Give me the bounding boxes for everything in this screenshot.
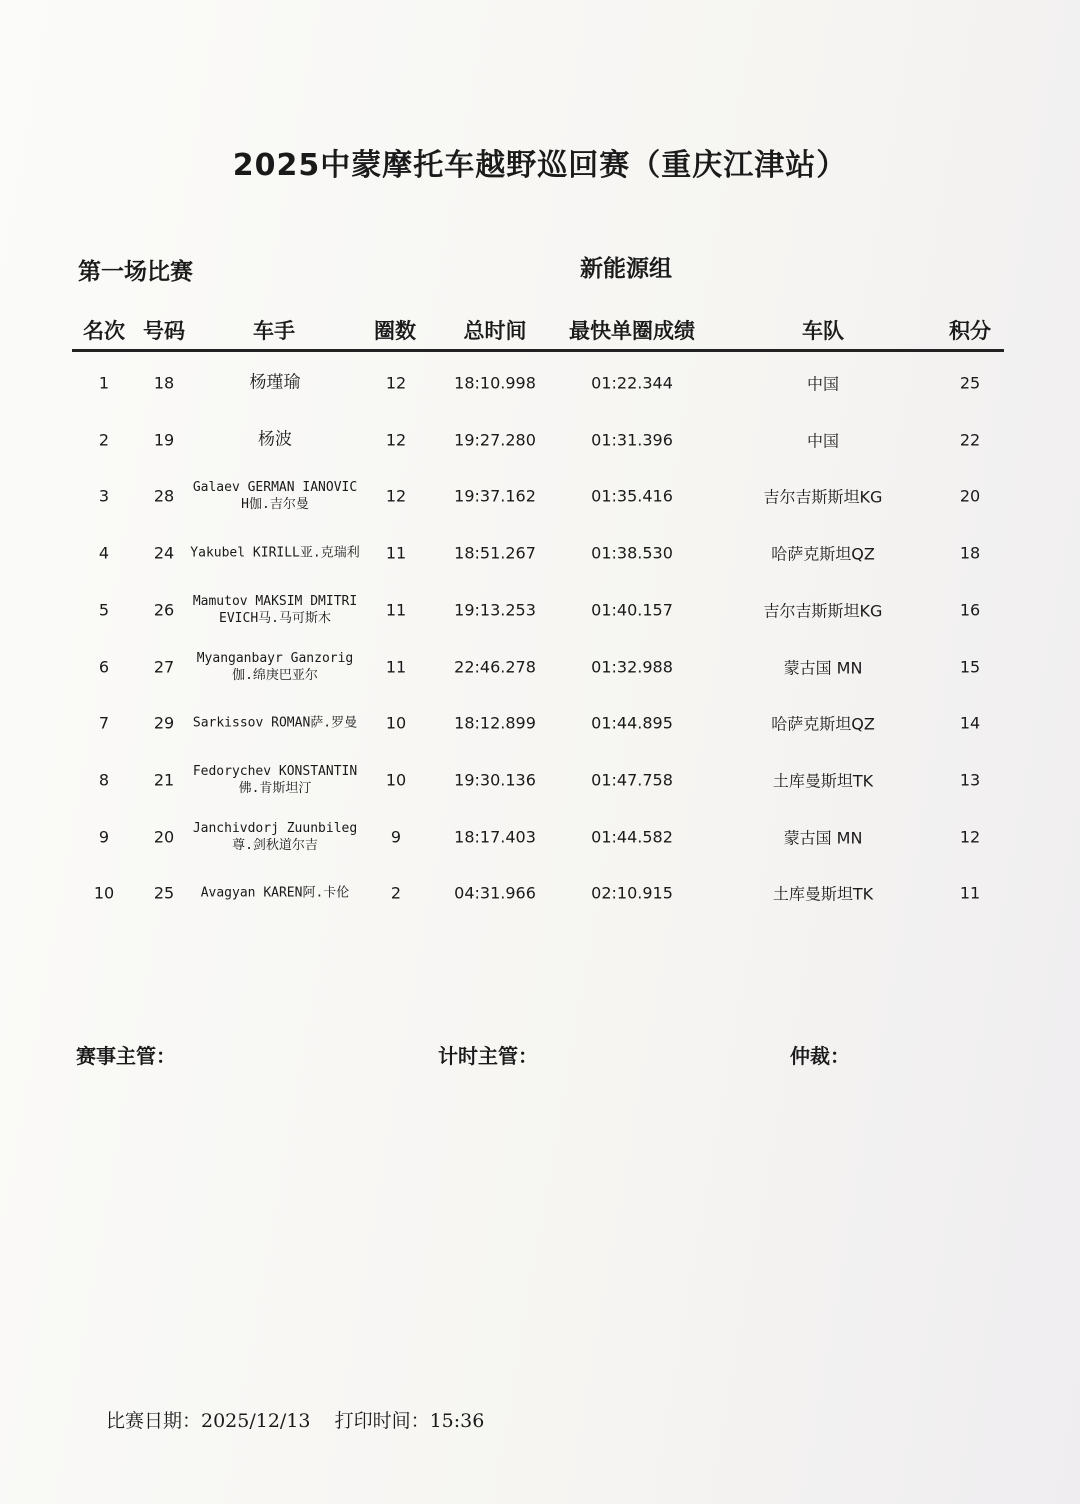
header-divider <box>72 349 1004 352</box>
referee-label: 仲裁： <box>790 1044 850 1068</box>
cell-rider: Avagyan KAREN阿.卡伦 <box>200 885 350 901</box>
cell-rider: Myanganbayr Ganzorig 伽.绵庚巴亚尔 <box>196 650 354 683</box>
cell-number: 20 <box>153 827 175 847</box>
cell-laps: 11 <box>385 543 407 563</box>
cell-points: 16 <box>959 600 981 620</box>
cell-best-lap: 02:10.915 <box>591 883 673 903</box>
cell-laps: 10 <box>385 713 407 733</box>
cell-rider: Yakubel KIRILL亚.克瑞利 <box>190 545 360 561</box>
cell-best-lap: 01:44.582 <box>591 827 673 847</box>
cell-points: 15 <box>959 657 981 676</box>
cell-laps: 11 <box>385 657 407 676</box>
cell-laps: 2 <box>390 883 402 903</box>
header-points: 积分 <box>949 319 991 343</box>
cell-rank: 9 <box>98 827 110 847</box>
cell-number: 27 <box>153 657 175 676</box>
cell-rank: 10 <box>93 883 115 903</box>
cell-rider: Fedorychev KONSTANTIN 佛.肯斯坦汀 <box>192 763 358 796</box>
cell-rank: 1 <box>98 373 110 393</box>
header-laps: 圈数 <box>374 319 416 343</box>
cell-team: 中国 <box>806 374 840 394</box>
timing-director-label: 计时主管： <box>438 1044 538 1068</box>
cell-total-time: 04:31.966 <box>454 883 536 903</box>
cell-best-lap: 01:40.157 <box>591 600 673 620</box>
cell-number: 28 <box>153 486 175 506</box>
race-label: 第一场比赛 <box>78 259 193 285</box>
cell-number: 18 <box>153 373 175 393</box>
cell-team: 中国 <box>806 431 840 451</box>
race-date: 比赛日期：2025/12/13 <box>106 1410 311 1432</box>
cell-best-lap: 01:22.344 <box>591 373 673 393</box>
cell-points: 25 <box>959 373 981 393</box>
cell-laps: 10 <box>385 770 407 790</box>
cell-points: 13 <box>959 770 981 790</box>
cell-points: 18 <box>959 543 981 563</box>
cell-total-time: 19:30.136 <box>454 770 536 790</box>
cell-rider: Sarkissov ROMAN萨.罗曼 <box>192 715 358 731</box>
header-rank: 名次 <box>83 319 125 343</box>
cell-laps: 12 <box>385 430 407 450</box>
cell-rider: Janchivdorj Zuunbileg 尊.剑秋道尔吉 <box>192 820 358 853</box>
cell-best-lap: 01:38.530 <box>591 543 673 563</box>
cell-points: 12 <box>959 827 981 847</box>
header-best-lap: 最快单圈成绩 <box>569 319 695 343</box>
cell-total-time: 19:37.162 <box>454 486 536 506</box>
cell-team: 哈萨克斯坦QZ <box>771 714 875 734</box>
cell-rider: Mamutov MAKSIM DMITRIEVICH马.马可斯木 <box>192 593 358 626</box>
cell-total-time: 18:17.403 <box>454 827 536 847</box>
event-director-label: 赛事主管： <box>76 1044 176 1068</box>
cell-number: 24 <box>153 543 175 563</box>
cell-points: 11 <box>959 883 981 903</box>
cell-best-lap: 01:31.396 <box>591 430 673 450</box>
cell-total-time: 19:27.280 <box>454 430 536 450</box>
cell-rank: 2 <box>98 430 110 450</box>
cell-rank: 3 <box>98 486 110 506</box>
cell-laps: 11 <box>385 600 407 620</box>
cell-rider: 杨波 <box>258 429 292 450</box>
cell-team: 哈萨克斯坦QZ <box>771 544 875 564</box>
cell-number: 26 <box>153 600 175 620</box>
cell-points: 22 <box>959 430 981 450</box>
cell-rank: 5 <box>98 600 110 620</box>
cell-total-time: 19:13.253 <box>454 600 536 620</box>
document-title: 2025中蒙摩托车越野巡回赛（重庆江津站） <box>232 148 848 183</box>
cell-rank: 4 <box>98 543 110 563</box>
cell-team: 蒙古国 MN <box>783 828 863 848</box>
cell-laps: 12 <box>385 486 407 506</box>
cell-total-time: 18:10.998 <box>454 373 536 393</box>
header-number: 号码 <box>143 319 185 343</box>
cell-best-lap: 01:44.895 <box>591 713 673 733</box>
cell-rider: 杨瑾瑜 <box>249 372 301 393</box>
cell-points: 14 <box>959 713 981 733</box>
cell-team: 土库曼斯坦TK <box>772 771 874 791</box>
group-label: 新能源组 <box>580 256 672 282</box>
header-total-time: 总时间 <box>463 319 527 343</box>
cell-total-time: 18:51.267 <box>454 543 536 563</box>
cell-team: 土库曼斯坦TK <box>772 884 874 904</box>
cell-number: 21 <box>153 770 175 790</box>
cell-laps: 12 <box>385 373 407 393</box>
cell-team: 蒙古国 MN <box>783 658 863 677</box>
header-rider: 车手 <box>253 319 295 343</box>
header-team: 车队 <box>802 319 844 343</box>
cell-rank: 7 <box>98 713 110 733</box>
cell-total-time: 22:46.278 <box>454 657 536 676</box>
cell-best-lap: 01:35.416 <box>591 486 673 506</box>
cell-rank: 6 <box>98 657 110 676</box>
cell-laps: 9 <box>390 827 402 847</box>
cell-team: 吉尔吉斯斯坦KG <box>763 601 883 621</box>
footer <box>106 1406 502 1433</box>
cell-rider: Galaev GERMAN IANOVICH伽.吉尔曼 <box>192 480 358 513</box>
cell-number: 29 <box>153 713 175 733</box>
cell-total-time: 18:12.899 <box>454 713 536 733</box>
cell-team: 吉尔吉斯斯坦KG <box>763 487 883 507</box>
cell-best-lap: 01:32.988 <box>591 657 673 676</box>
cell-number: 19 <box>153 430 175 450</box>
cell-points: 20 <box>959 486 981 506</box>
print-time: 打印时间：15:36 <box>334 1410 485 1432</box>
cell-number: 25 <box>153 883 175 903</box>
cell-best-lap: 01:47.758 <box>591 770 673 790</box>
cell-rank: 8 <box>98 770 110 790</box>
